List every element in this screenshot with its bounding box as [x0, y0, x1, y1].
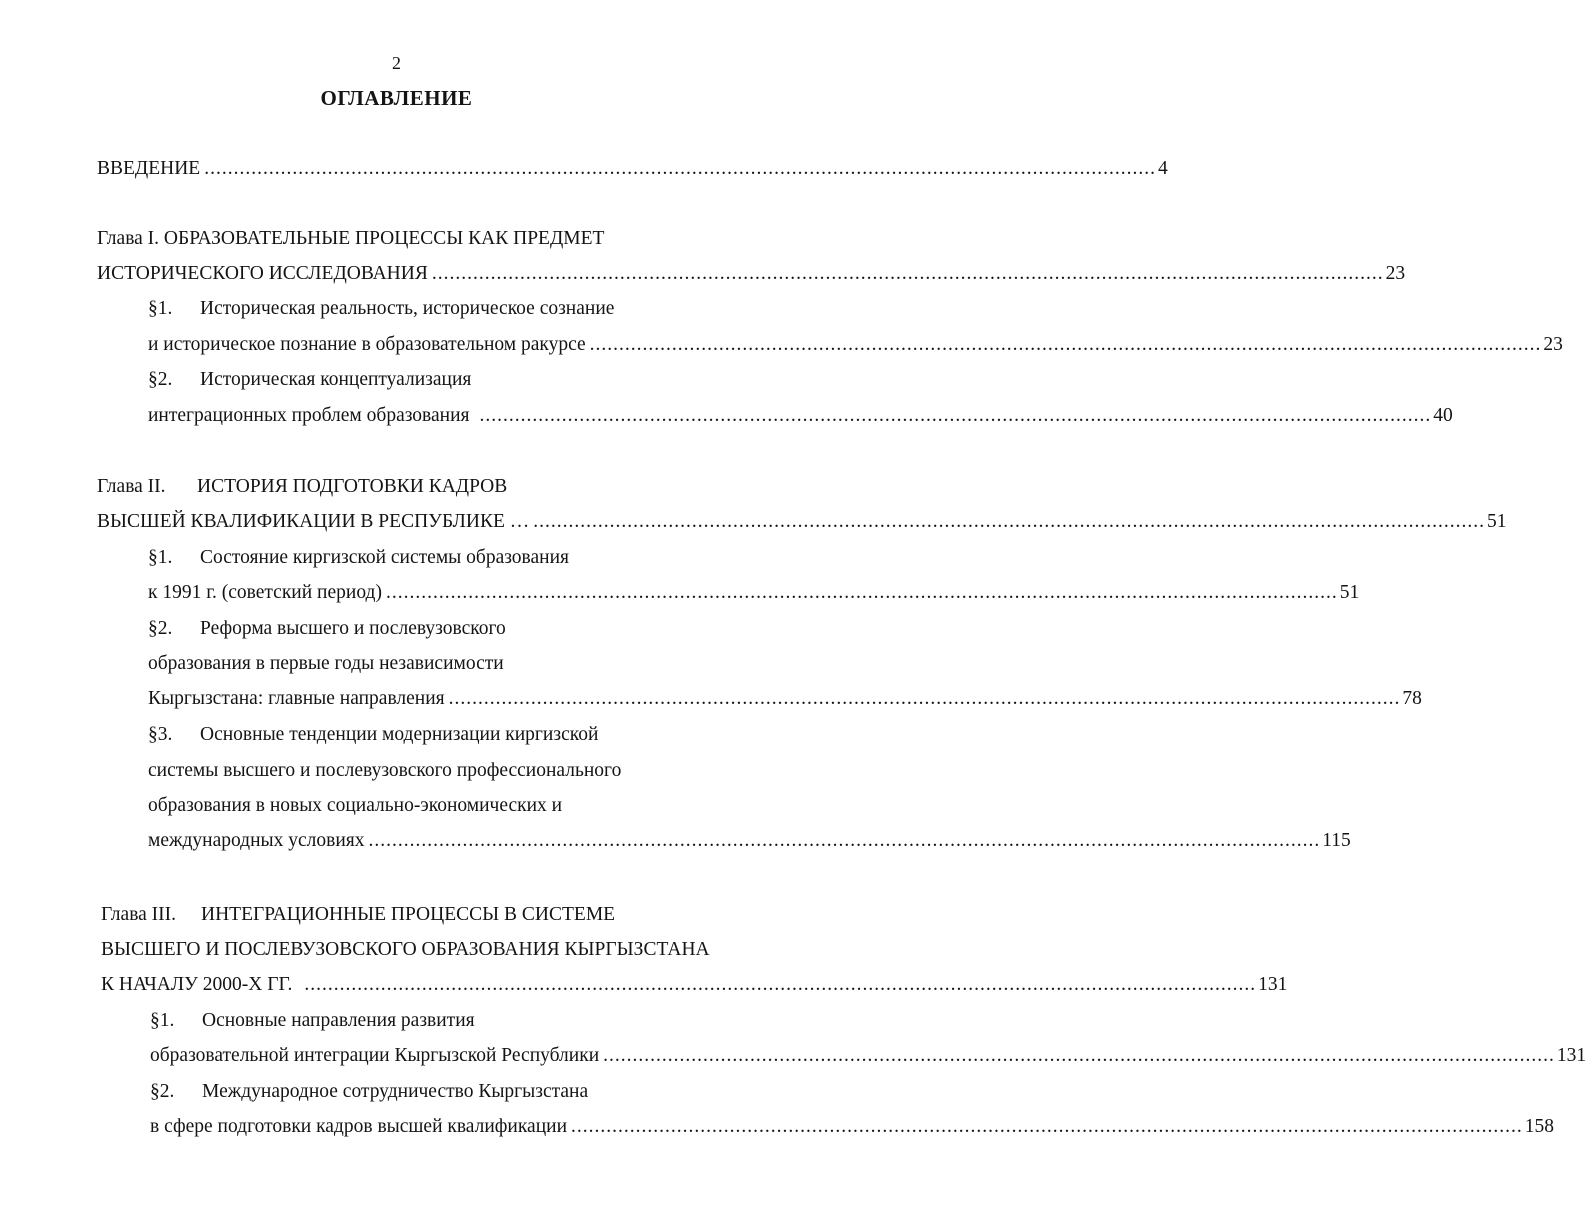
toc-chapter3-row[interactable]: [101, 972, 1288, 998]
toc-page-number: 23: [1543, 334, 1563, 355]
toc-leader-dots: ..................................................................................................................................................................: [603, 1045, 1555, 1066]
toc-section-line[interactable]: [148, 793, 562, 819]
toc-section-heading[interactable]: [148, 722, 598, 748]
chapter-title-line: ИСТОРИЯ ПОДГОТОВКИ КАДРОВ: [197, 476, 508, 497]
chapter-title-line: ИСТОРИЧЕСКОГО ИССЛЕДОВАНИЯ: [97, 263, 428, 284]
toc-page-number: 131: [1556, 1045, 1586, 1066]
section-mark: §1.: [148, 547, 173, 568]
toc-section-row[interactable]: [148, 403, 1453, 429]
section-title-line: Основные направления развития: [202, 1010, 475, 1031]
chapter-title-line: ВЫСШЕЙ КВАЛИФИКАЦИИ В РЕСПУБЛИКЕ …: [97, 511, 530, 532]
toc-section-row[interactable]: [148, 828, 1351, 854]
section-title-line: к 1991 г. (советский период): [148, 582, 382, 603]
toc-section-heading[interactable]: [148, 296, 614, 322]
page-title: ОГЛАВЛЕНИЕ: [320, 86, 473, 110]
toc-page-number: 78: [1402, 688, 1422, 709]
section-title-line: интеграционных проблем образования: [148, 405, 470, 426]
toc-page-number: 40: [1433, 405, 1453, 426]
toc-leader-dots: ..................................................................................................................................................................: [448, 688, 1401, 709]
toc-intro[interactable]: [97, 156, 1168, 182]
section-title-line: Международное сотрудничество Кыргызстана: [202, 1081, 589, 1102]
chapter-title-line: ИНТЕГРАЦИОННЫЕ ПРОЦЕССЫ В СИСТЕМЕ: [201, 904, 616, 925]
toc-section-heading[interactable]: [150, 1008, 475, 1034]
toc-leader-dots: ..................................................................................................................................................................: [589, 334, 1542, 355]
toc-leader-dots: ..................................................................................................................................................................: [571, 1116, 1523, 1137]
toc-page-number: 51: [1339, 582, 1360, 603]
toc-leader-dots: ..................................................................................................................................................................: [479, 405, 1432, 426]
section-title-line: Основные тенденции модернизации киргизской: [200, 724, 599, 745]
toc-page-number: 131: [1258, 974, 1288, 995]
toc-section-heading[interactable]: [148, 616, 506, 642]
toc-section-line[interactable]: [148, 758, 621, 784]
toc-chapter2-heading[interactable]: [97, 474, 507, 500]
toc-leader-dots: ..................................................................................................................................................................: [385, 582, 1338, 603]
toc-page-number: 51: [1487, 511, 1507, 532]
toc-section-row[interactable]: [150, 1114, 1555, 1140]
section-title-line: образования в первые годы независимости: [148, 653, 504, 674]
chapter-title-line: ОБРАЗОВАТЕЛЬНЫЕ ПРОЦЕССЫ КАК ПРЕДМЕТ: [163, 228, 605, 249]
section-title-line: образовательной интеграции Кыргызской Республики: [150, 1045, 600, 1066]
toc-leader-dots: ..................................................................................................................................................................: [304, 974, 1257, 995]
toc-intro-text: ВВЕДЕНИЕ: [97, 158, 201, 179]
toc-section-line[interactable]: [148, 651, 504, 677]
section-title-line: Историческая реальность, историческое сознание: [200, 298, 615, 319]
section-title-line: Кыргызстана: главные направления: [148, 688, 445, 709]
chapter-label: Глава III.: [101, 904, 177, 925]
section-title-line: в сфере подготовки кадров высшей квалификации: [150, 1116, 568, 1137]
section-title-line: образования в новых социально-экономических и: [148, 795, 563, 816]
chapter-label: Глава I.: [97, 228, 160, 249]
section-mark: §1.: [148, 298, 173, 319]
toc-page-number: 158: [1524, 1116, 1555, 1137]
chapter-label: Глава II.: [97, 476, 166, 497]
toc-section-row[interactable]: [150, 1043, 1586, 1069]
toc-chapter1-row[interactable]: [97, 261, 1406, 287]
section-mark: §1.: [150, 1010, 175, 1031]
toc-chapter2-row[interactable]: [97, 509, 1507, 535]
page-number: 2: [392, 53, 401, 73]
toc-chapter-line[interactable]: [101, 937, 710, 963]
section-title-line: и историческое познание в образовательном ракурсе: [148, 334, 586, 355]
toc-page-number: 23: [1385, 263, 1406, 284]
toc-section-row[interactable]: [148, 332, 1563, 358]
toc-leader-dots: ..................................................................................................................................................................: [368, 830, 1321, 851]
section-title-line: Состояние киргизской системы образования: [200, 547, 570, 568]
section-mark: §2.: [148, 618, 173, 639]
toc-leader-dots: ..................................................................................................................................................................: [533, 511, 1486, 532]
toc-page-number: 115: [1322, 830, 1351, 851]
toc-section-heading[interactable]: [150, 1079, 588, 1105]
section-mark: §3.: [148, 724, 173, 745]
toc-page-number: 4: [1157, 158, 1168, 179]
toc-chapter3-heading[interactable]: [101, 902, 615, 928]
chapter-title-line: ВЫСШЕГО И ПОСЛЕВУЗОВСКОГО ОБРАЗОВАНИЯ КЫРГЫЗСТАНА: [101, 939, 710, 960]
toc-leader-dots: ..................................................................................................................................................................: [431, 263, 1384, 284]
toc-leader-dots: ..................................................................................................................................................................: [204, 158, 1156, 179]
section-title-line: международных условиях: [148, 830, 365, 851]
toc-chapter1-heading[interactable]: [97, 226, 604, 252]
section-mark: §2.: [148, 369, 173, 390]
section-mark: §2.: [150, 1081, 175, 1102]
toc-section-row[interactable]: [148, 686, 1422, 712]
toc-section-heading[interactable]: [148, 367, 471, 393]
section-title-line: системы высшего и послевузовского профессионального: [148, 760, 622, 781]
toc-section-heading[interactable]: [148, 545, 569, 571]
section-title-line: Реформа высшего и послевузовского: [200, 618, 506, 639]
toc-section-row[interactable]: [148, 580, 1360, 606]
section-title-line: Историческая концептуализация: [200, 369, 472, 390]
chapter-title-line: К НАЧАЛУ 2000-Х ГГ.: [101, 974, 293, 995]
